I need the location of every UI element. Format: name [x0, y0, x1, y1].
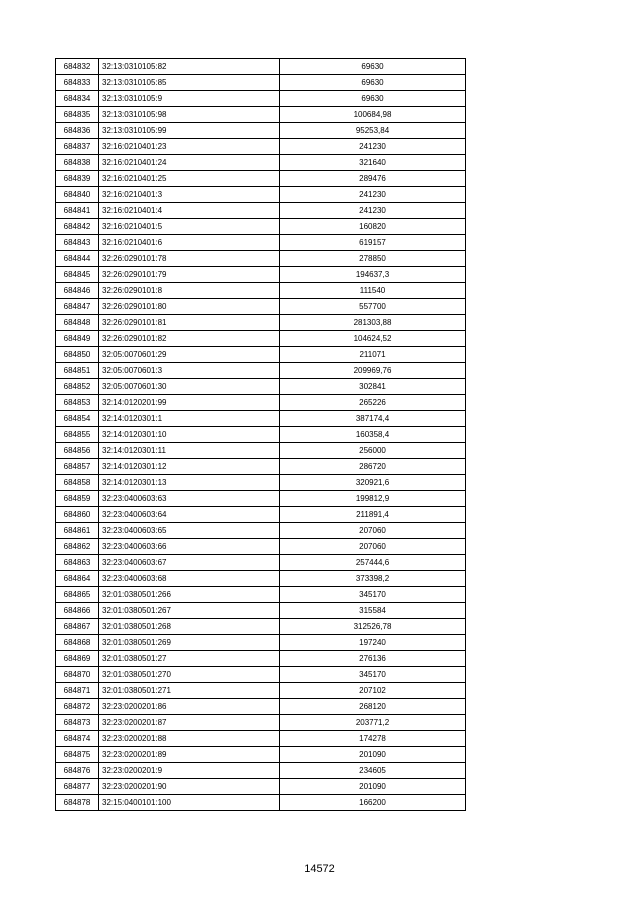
value-cell: 207060 — [280, 539, 466, 555]
table-row — [56, 683, 466, 699]
cadastral-number-cell: 32:23:0400603:67 — [99, 555, 280, 571]
cadastral-number-cell: 32:13:0310105:99 — [99, 123, 280, 139]
row-id-cell: 684838 — [56, 155, 99, 171]
table-row — [56, 539, 466, 555]
cadastral-number-cell: 32:01:0380501:266 — [99, 587, 280, 603]
cadastral-number-cell: 32:26:0290101:79 — [99, 267, 280, 283]
table-row — [56, 219, 466, 235]
table-row — [56, 523, 466, 539]
value-cell: 69630 — [280, 91, 466, 107]
row-id-cell: 684863 — [56, 555, 99, 571]
row-id-cell: 684864 — [56, 571, 99, 587]
table-row — [56, 731, 466, 747]
row-id-cell: 684852 — [56, 379, 99, 395]
table-row — [56, 395, 466, 411]
cadastral-number-cell: 32:14:0120301:12 — [99, 459, 280, 475]
value-cell: 241230 — [280, 139, 466, 155]
row-id-cell: 684860 — [56, 507, 99, 523]
value-cell: 209969,76 — [280, 363, 466, 379]
value-cell: 160820 — [280, 219, 466, 235]
value-cell: 281303,88 — [280, 315, 466, 331]
table-row — [56, 363, 466, 379]
table-row — [56, 779, 466, 795]
cadastral-number-cell: 32:16:0210401:25 — [99, 171, 280, 187]
value-cell: 312526,78 — [280, 619, 466, 635]
row-id-cell: 684833 — [56, 75, 99, 91]
value-cell: 207102 — [280, 683, 466, 699]
row-id-cell: 684856 — [56, 443, 99, 459]
value-cell: 557700 — [280, 299, 466, 315]
cadastral-number-cell: 32:23:0400603:65 — [99, 523, 280, 539]
cadastral-number-cell: 32:14:0120301:13 — [99, 475, 280, 491]
cadastral-number-cell: 32:05:0070601:3 — [99, 363, 280, 379]
table-row — [56, 283, 466, 299]
cadastral-number-cell: 32:26:0290101:78 — [99, 251, 280, 267]
cadastral-number-cell: 32:16:0210401:6 — [99, 235, 280, 251]
value-cell: 201090 — [280, 779, 466, 795]
cadastral-number-cell: 32:23:0200201:86 — [99, 699, 280, 715]
table-row — [56, 139, 466, 155]
cadastral-number-cell: 32:23:0400603:66 — [99, 539, 280, 555]
row-id-cell: 684843 — [56, 235, 99, 251]
row-id-cell: 684845 — [56, 267, 99, 283]
cadastral-number-cell: 32:26:0290101:81 — [99, 315, 280, 331]
cadastral-number-cell: 32:23:0400603:64 — [99, 507, 280, 523]
row-id-cell: 684865 — [56, 587, 99, 603]
value-cell: 345170 — [280, 587, 466, 603]
table-row — [56, 123, 466, 139]
value-cell: 619157 — [280, 235, 466, 251]
table-row — [56, 299, 466, 315]
value-cell: 302841 — [280, 379, 466, 395]
value-cell: 201090 — [280, 747, 466, 763]
cadastral-number-cell: 32:23:0200201:9 — [99, 763, 280, 779]
cadastral-number-cell: 32:16:0210401:23 — [99, 139, 280, 155]
row-id-cell: 684840 — [56, 187, 99, 203]
row-id-cell: 684859 — [56, 491, 99, 507]
row-id-cell: 684875 — [56, 747, 99, 763]
row-id-cell: 684870 — [56, 667, 99, 683]
row-id-cell: 684847 — [56, 299, 99, 315]
cadastral-number-cell: 32:13:0310105:9 — [99, 91, 280, 107]
row-id-cell: 684855 — [56, 427, 99, 443]
table-row — [56, 475, 466, 491]
row-id-cell: 684861 — [56, 523, 99, 539]
value-cell: 111540 — [280, 283, 466, 299]
row-id-cell: 684857 — [56, 459, 99, 475]
table-row — [56, 763, 466, 779]
value-cell: 373398,2 — [280, 571, 466, 587]
table-row — [56, 379, 466, 395]
value-cell: 207060 — [280, 523, 466, 539]
row-id-cell: 684877 — [56, 779, 99, 795]
value-cell: 197240 — [280, 635, 466, 651]
value-cell: 174278 — [280, 731, 466, 747]
table-row — [56, 331, 466, 347]
table-row — [56, 155, 466, 171]
row-id-cell: 684872 — [56, 699, 99, 715]
table-row — [56, 459, 466, 475]
table-row — [56, 635, 466, 651]
value-cell: 166200 — [280, 795, 466, 811]
value-cell: 268120 — [280, 699, 466, 715]
cadastral-number-cell: 32:26:0290101:80 — [99, 299, 280, 315]
value-cell: 256000 — [280, 443, 466, 459]
value-cell: 234605 — [280, 763, 466, 779]
table-row — [56, 555, 466, 571]
row-id-cell: 684839 — [56, 171, 99, 187]
value-cell: 199812,9 — [280, 491, 466, 507]
table-row — [56, 411, 466, 427]
value-cell: 387174,4 — [280, 411, 466, 427]
cadastral-number-cell: 32:26:0290101:82 — [99, 331, 280, 347]
cadastral-number-cell: 32:16:0210401:5 — [99, 219, 280, 235]
cadastral-number-cell: 32:01:0380501:267 — [99, 603, 280, 619]
value-cell: 160358,4 — [280, 427, 466, 443]
row-id-cell: 684832 — [56, 59, 99, 75]
cadastral-number-cell: 32:14:0120201:99 — [99, 395, 280, 411]
value-cell: 345170 — [280, 667, 466, 683]
row-id-cell: 684854 — [56, 411, 99, 427]
row-id-cell: 684868 — [56, 635, 99, 651]
value-cell: 321640 — [280, 155, 466, 171]
table-row — [56, 107, 466, 123]
row-id-cell: 684844 — [56, 251, 99, 267]
value-cell: 69630 — [280, 75, 466, 91]
table-row — [56, 203, 466, 219]
table-row — [56, 491, 466, 507]
cadastral-number-cell: 32:14:0120301:10 — [99, 427, 280, 443]
cadastral-number-cell: 32:01:0380501:269 — [99, 635, 280, 651]
row-id-cell: 684846 — [56, 283, 99, 299]
value-cell: 265226 — [280, 395, 466, 411]
value-cell: 211071 — [280, 347, 466, 363]
table-row — [56, 619, 466, 635]
row-id-cell: 684851 — [56, 363, 99, 379]
value-cell: 69630 — [280, 59, 466, 75]
table-row — [56, 747, 466, 763]
row-id-cell: 684867 — [56, 619, 99, 635]
row-id-cell: 684862 — [56, 539, 99, 555]
cadastral-number-cell: 32:23:0200201:90 — [99, 779, 280, 795]
cadastral-number-cell: 32:23:0400603:68 — [99, 571, 280, 587]
table-row — [56, 187, 466, 203]
table-row — [56, 171, 466, 187]
cadastral-number-cell: 32:13:0310105:82 — [99, 59, 280, 75]
cadastral-number-cell: 32:05:0070601:30 — [99, 379, 280, 395]
row-id-cell: 684866 — [56, 603, 99, 619]
cadastral-number-cell: 32:16:0210401:3 — [99, 187, 280, 203]
cadastral-number-cell: 32:23:0200201:88 — [99, 731, 280, 747]
row-id-cell: 684871 — [56, 683, 99, 699]
table-row — [56, 443, 466, 459]
value-cell: 315584 — [280, 603, 466, 619]
cadastral-number-cell: 32:26:0290101:8 — [99, 283, 280, 299]
table-row — [56, 603, 466, 619]
cadastral-number-cell: 32:23:0200201:87 — [99, 715, 280, 731]
value-cell: 289476 — [280, 171, 466, 187]
row-id-cell: 684874 — [56, 731, 99, 747]
row-id-cell: 684869 — [56, 651, 99, 667]
table-row — [56, 75, 466, 91]
table-row — [56, 91, 466, 107]
table-row — [56, 571, 466, 587]
row-id-cell: 684853 — [56, 395, 99, 411]
table-row — [56, 699, 466, 715]
cadastral-number-cell: 32:14:0120301:11 — [99, 443, 280, 459]
table-row — [56, 315, 466, 331]
row-id-cell: 684835 — [56, 107, 99, 123]
value-cell: 278850 — [280, 251, 466, 267]
value-cell: 203771,2 — [280, 715, 466, 731]
value-cell: 100684,98 — [280, 107, 466, 123]
row-id-cell: 684841 — [56, 203, 99, 219]
value-cell: 276136 — [280, 651, 466, 667]
table-body — [56, 59, 466, 811]
table-row — [56, 715, 466, 731]
cadastral-number-cell: 32:15:0400101:100 — [99, 795, 280, 811]
cadastral-number-cell: 32:14:0120301:1 — [99, 411, 280, 427]
table-row — [56, 507, 466, 523]
row-id-cell: 684837 — [56, 139, 99, 155]
value-cell: 211891,4 — [280, 507, 466, 523]
row-id-cell: 684873 — [56, 715, 99, 731]
value-cell: 286720 — [280, 459, 466, 475]
row-id-cell: 684876 — [56, 763, 99, 779]
cadastral-number-cell: 32:16:0210401:4 — [99, 203, 280, 219]
cadastral-number-cell: 32:01:0380501:27 — [99, 651, 280, 667]
cadastral-value-table — [55, 58, 466, 811]
row-id-cell: 684842 — [56, 219, 99, 235]
row-id-cell: 684834 — [56, 91, 99, 107]
cadastral-number-cell: 32:01:0380501:271 — [99, 683, 280, 699]
row-id-cell: 684836 — [56, 123, 99, 139]
value-cell: 241230 — [280, 203, 466, 219]
table-row — [56, 235, 466, 251]
cadastral-number-cell: 32:01:0380501:270 — [99, 667, 280, 683]
table-row — [56, 427, 466, 443]
value-cell: 194637,3 — [280, 267, 466, 283]
value-cell: 320921,6 — [280, 475, 466, 491]
table-row — [56, 795, 466, 811]
table-row — [56, 251, 466, 267]
cadastral-number-cell: 32:13:0310105:98 — [99, 107, 280, 123]
cadastral-number-cell: 32:16:0210401:24 — [99, 155, 280, 171]
row-id-cell: 684850 — [56, 347, 99, 363]
value-cell: 95253,84 — [280, 123, 466, 139]
table-row — [56, 59, 466, 75]
table-row — [56, 267, 466, 283]
table-row — [56, 587, 466, 603]
table-row — [56, 347, 466, 363]
value-cell: 104624,52 — [280, 331, 466, 347]
cadastral-number-cell: 32:01:0380501:268 — [99, 619, 280, 635]
cadastral-number-cell: 32:05:0070601:29 — [99, 347, 280, 363]
cadastral-number-cell: 32:23:0200201:89 — [99, 747, 280, 763]
row-id-cell: 684858 — [56, 475, 99, 491]
row-id-cell: 684878 — [56, 795, 99, 811]
cadastral-number-cell: 32:23:0400603:63 — [99, 491, 280, 507]
row-id-cell: 684848 — [56, 315, 99, 331]
value-cell: 257444,6 — [280, 555, 466, 571]
value-cell: 241230 — [280, 187, 466, 203]
table-row — [56, 667, 466, 683]
cadastral-number-cell: 32:13:0310105:85 — [99, 75, 280, 91]
row-id-cell: 684849 — [56, 331, 99, 347]
table-row — [56, 651, 466, 667]
page-number: 14572 — [304, 863, 335, 875]
